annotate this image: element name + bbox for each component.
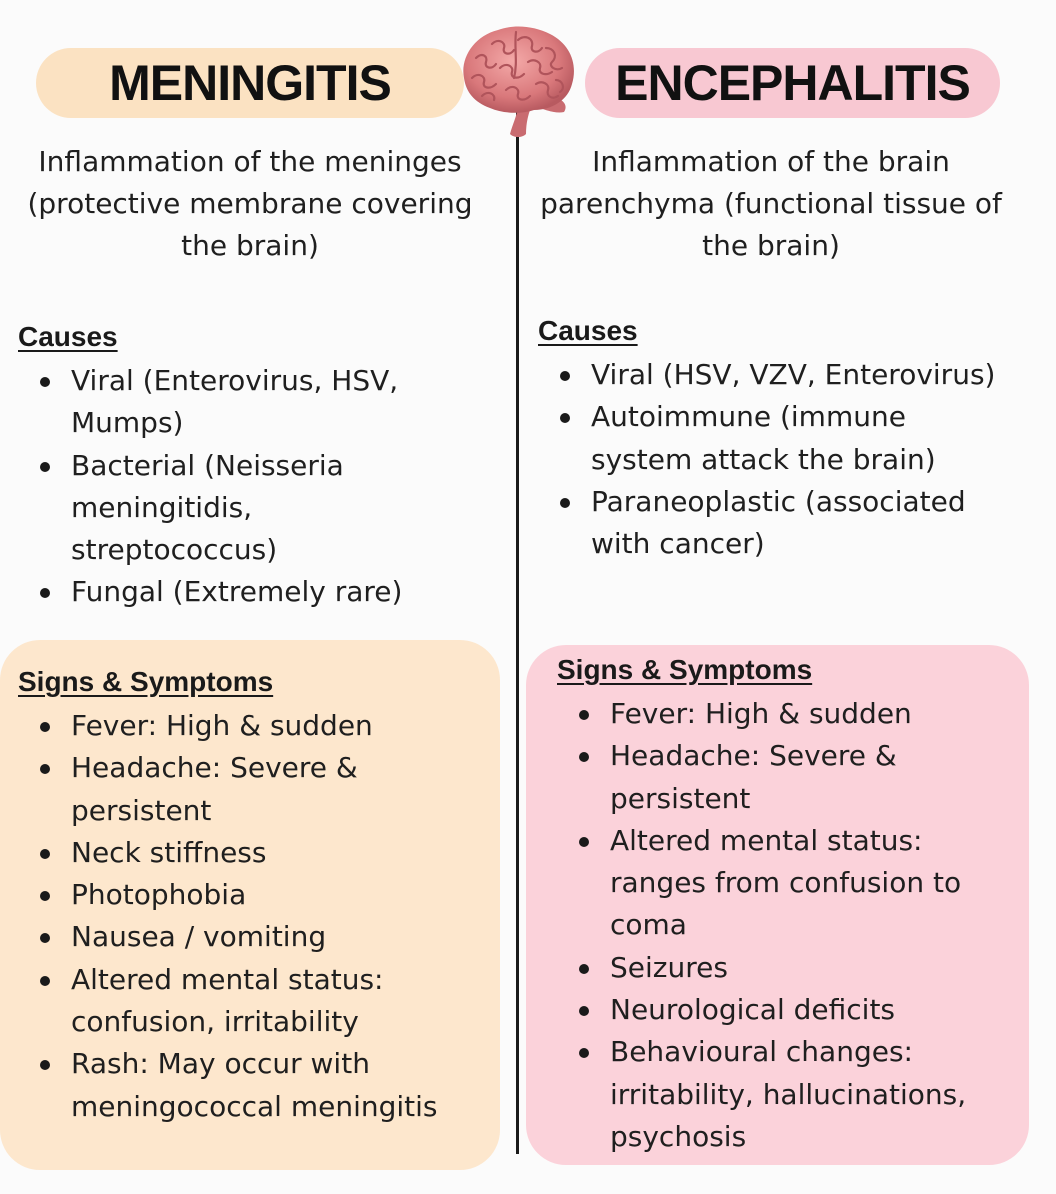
meningitis-symptoms-list [18, 705, 483, 1128]
list-item: Headache: Severe & persistent [18, 747, 483, 832]
encephalitis-symptoms-list [557, 693, 1012, 1158]
list-item: Fever: High & sudden [557, 693, 1012, 735]
list-item: Nausea / vomiting [18, 916, 483, 958]
list-item: Bacterial (Neisseria meningitidis, streptococcus) [18, 445, 458, 572]
encephalitis-causes-heading: Causes [538, 315, 638, 346]
list-item: Fever: High & sudden [18, 705, 483, 747]
meningitis-causes-heading: Causes [18, 321, 118, 352]
meningitis-symptoms-heading: Signs & Symptoms [18, 666, 274, 697]
list-item: Rash: May occur with meningococcal meningitis [18, 1043, 483, 1128]
encephalitis-definition: Inflammation of the brain parenchyma (functional tissue of the brain) [540, 145, 1002, 262]
list-item: Seizures [557, 947, 1012, 989]
list-item: Neck stiffness [18, 832, 483, 874]
list-item: Headache: Severe & persistent [557, 735, 1012, 820]
meningitis-title: MENINGITIS [36, 48, 464, 118]
list-item: Autoimmune (immune system attack the brain) [538, 396, 1008, 481]
encephalitis-symptoms-heading: Signs & Symptoms [557, 654, 813, 685]
list-item: Photophobia [18, 874, 483, 916]
meningitis-causes-list [18, 360, 458, 614]
list-item: Neurological deficits [557, 989, 1012, 1031]
list-item: Paraneoplastic (associated with cancer) [538, 481, 1008, 566]
list-item: Viral (Enterovirus, HSV, Mumps) [18, 360, 458, 445]
encephalitis-causes-list [538, 354, 1008, 565]
list-item: Behavioural changes: irritability, hallucinations, psychosis [557, 1031, 1012, 1158]
list-item: Altered mental status: confusion, irritability [18, 959, 483, 1044]
brain-icon [452, 18, 582, 146]
column-divider [516, 108, 519, 1154]
list-item: Viral (HSV, VZV, Enterovirus) [538, 354, 1008, 396]
list-item: Fungal (Extremely rare) [18, 571, 458, 613]
list-item: Altered mental status: ranges from confusion to coma [557, 820, 1012, 947]
encephalitis-title: ENCEPHALITIS [585, 48, 1000, 118]
meningitis-definition: Inflammation of the meninges (protective membrane covering the brain) [27, 145, 473, 262]
